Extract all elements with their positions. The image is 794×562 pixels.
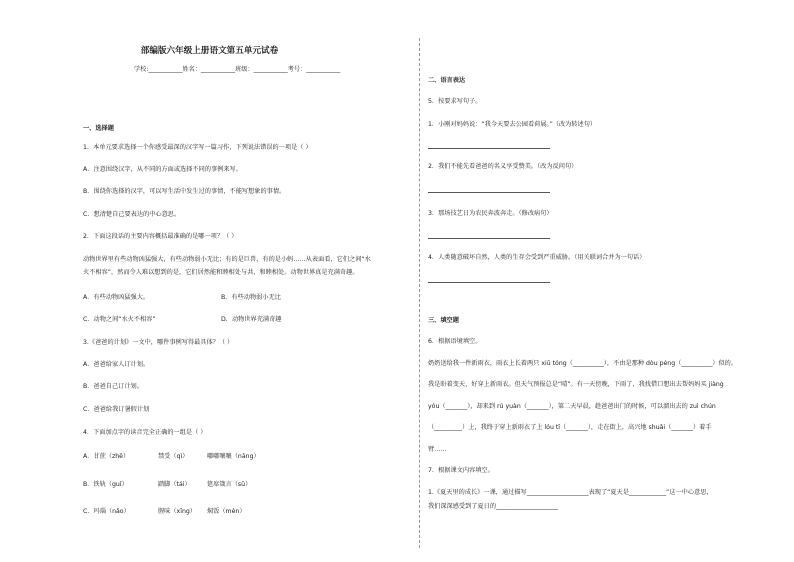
q1-option-a: A．注意围绕汉字，从不同的方面或选择不同的事例来写。 bbox=[83, 166, 242, 173]
q5-answer-line-4[interactable] bbox=[428, 282, 550, 283]
q4-option-a-word-1: A．甘蔗（zhě） bbox=[83, 453, 130, 460]
q5-item-1: 1．小刚对妈妈说：“我今天要去公园看荷展。”（改为转述句） bbox=[428, 121, 597, 128]
q4-option-c-word-2: 腥味（xīng） bbox=[158, 508, 196, 515]
q4-option-a-word-2: 禁受（qì） bbox=[158, 453, 189, 460]
q2-passage-line-1: 动物世界里有些动物凶猛强大，有些动物弱小无比；有的是巨兽，有的是小蚂……从表面看，它们之间“水 bbox=[83, 256, 371, 263]
q3-option-c: C．爸爸给我订暑假计划 bbox=[83, 406, 150, 413]
q4-option-c-word-1: C．玛瑙（nǎo） bbox=[83, 508, 130, 515]
q2-option-b: B．有些动物弱小无比 bbox=[221, 294, 281, 301]
q1-option-c: C．想清楚自己要表达的中心意思。 bbox=[83, 211, 181, 218]
q1-option-b: B．围绕你选择的汉字，可以写生活中发生过的事情，不能写想象的事情。 bbox=[83, 188, 286, 195]
q2-option-c: C．动物之间“水火不相容” bbox=[83, 316, 156, 323]
question-3: 3.《爸爸的计划》一文中，哪件事例写得最具体？（ ） bbox=[83, 339, 234, 346]
q3-option-a: A．爸爸给家人订计划。 bbox=[83, 361, 150, 368]
question-5: 5．按要求写句子。 bbox=[428, 98, 482, 105]
section-choice-heading: 一、选择题 bbox=[83, 125, 114, 132]
q4-option-b-word-2: 踏脚（tái） bbox=[158, 481, 191, 488]
q5-answer-line-1[interactable] bbox=[428, 148, 550, 149]
q4-option-a-word-3: 嘟嘟嚷嚷（nāng） bbox=[207, 453, 260, 460]
student-info-line: 学校:___________姓名：___________班级：___________考号：___________ bbox=[134, 66, 341, 73]
q6-passage-line-1: 奶奶送给我一件新雨衣，雨衣上长着两只 xiū tóng（__________），不由是那种 dòu péng（__________）似的。 bbox=[428, 360, 738, 367]
q4-option-b-word-3: 筵席箴言（sū） bbox=[207, 481, 252, 488]
q6-passage-line-3: yóu（_______），却来到 rú yuàn（_______），第二天早晨，趁爸爸出门的时候，可以溜出去的 zuì chún bbox=[428, 403, 716, 410]
q2-option-a: A．有些动物凶猛强大。 bbox=[83, 294, 150, 301]
q5-item-3: 3．那场技艺日为农民奔波奔走。（修改病句） bbox=[428, 210, 553, 217]
q7-item-1-line-1: 1.《夏天里的成长》一课，通过描写____________________表现了“夏天是____________”这一中心意思， bbox=[428, 489, 713, 496]
question-7: 7．根据课文内容填空。 bbox=[428, 467, 494, 474]
question-6: 6．根据语境填空。 bbox=[428, 338, 482, 345]
q6-passage-line-4: （_________）上，我终于穿上新雨衣了上 lóu tī（_______），走在街上，高兴地 shuǎi（_______）着手 bbox=[428, 424, 712, 431]
q6-passage-line-2: 我是盼着变天，好穿上新雨衣。但天气预报总是“晴”。有一天傍晚，下雨了，我找借口想出去帮妈妈买 jiàng bbox=[428, 381, 724, 388]
q2-passage-line-2: 火不相容”，然而令人难以想到的是，它们居然能和睦相处与共，和睦相处。动物世界真是充满奇趣。 bbox=[83, 269, 359, 276]
q5-item-4: 4．人类随意破坏自然，人类的生存会受到严重威胁。（用关联词合并为一句话） bbox=[428, 254, 646, 261]
question-2: 2．下面这段话的主要内容概括最准确的是哪一项？（ ） bbox=[83, 233, 238, 240]
column-divider bbox=[419, 38, 420, 548]
page-title: 部编版六年级上册语文第五单元试卷 bbox=[140, 46, 279, 56]
section-fill-blank-heading: 三、填空题 bbox=[428, 317, 459, 324]
section-expression-heading: 二、语言表达 bbox=[428, 77, 466, 84]
q5-answer-line-3[interactable] bbox=[428, 238, 550, 239]
q4-option-c-word-3: 焖饭（mèn） bbox=[207, 508, 246, 515]
question-4: 4．下面加点字的读音完全正确的一组是（ ） bbox=[83, 429, 207, 436]
q6-passage-line-5: 臂…… bbox=[428, 446, 447, 453]
q7-item-1-line-2: 我们深深感受到了夏日的____________________ bbox=[428, 503, 558, 510]
q5-answer-line-2[interactable] bbox=[428, 192, 550, 193]
q3-option-b: B．爸爸自己订计划。 bbox=[83, 383, 143, 390]
q4-option-b-word-1: B．铁轨（guǐ） bbox=[83, 481, 128, 488]
question-1: 1．本单元要求选择一个你感受最深的汉字写一篇习作，下列说法错误的一项是（ ） bbox=[83, 144, 312, 151]
q2-option-d: D．动物世界充满奇趣 bbox=[221, 316, 282, 323]
q5-item-2: 2．我们不能先看爸爸的名义享受赞美。（改为反问句） bbox=[428, 163, 578, 170]
